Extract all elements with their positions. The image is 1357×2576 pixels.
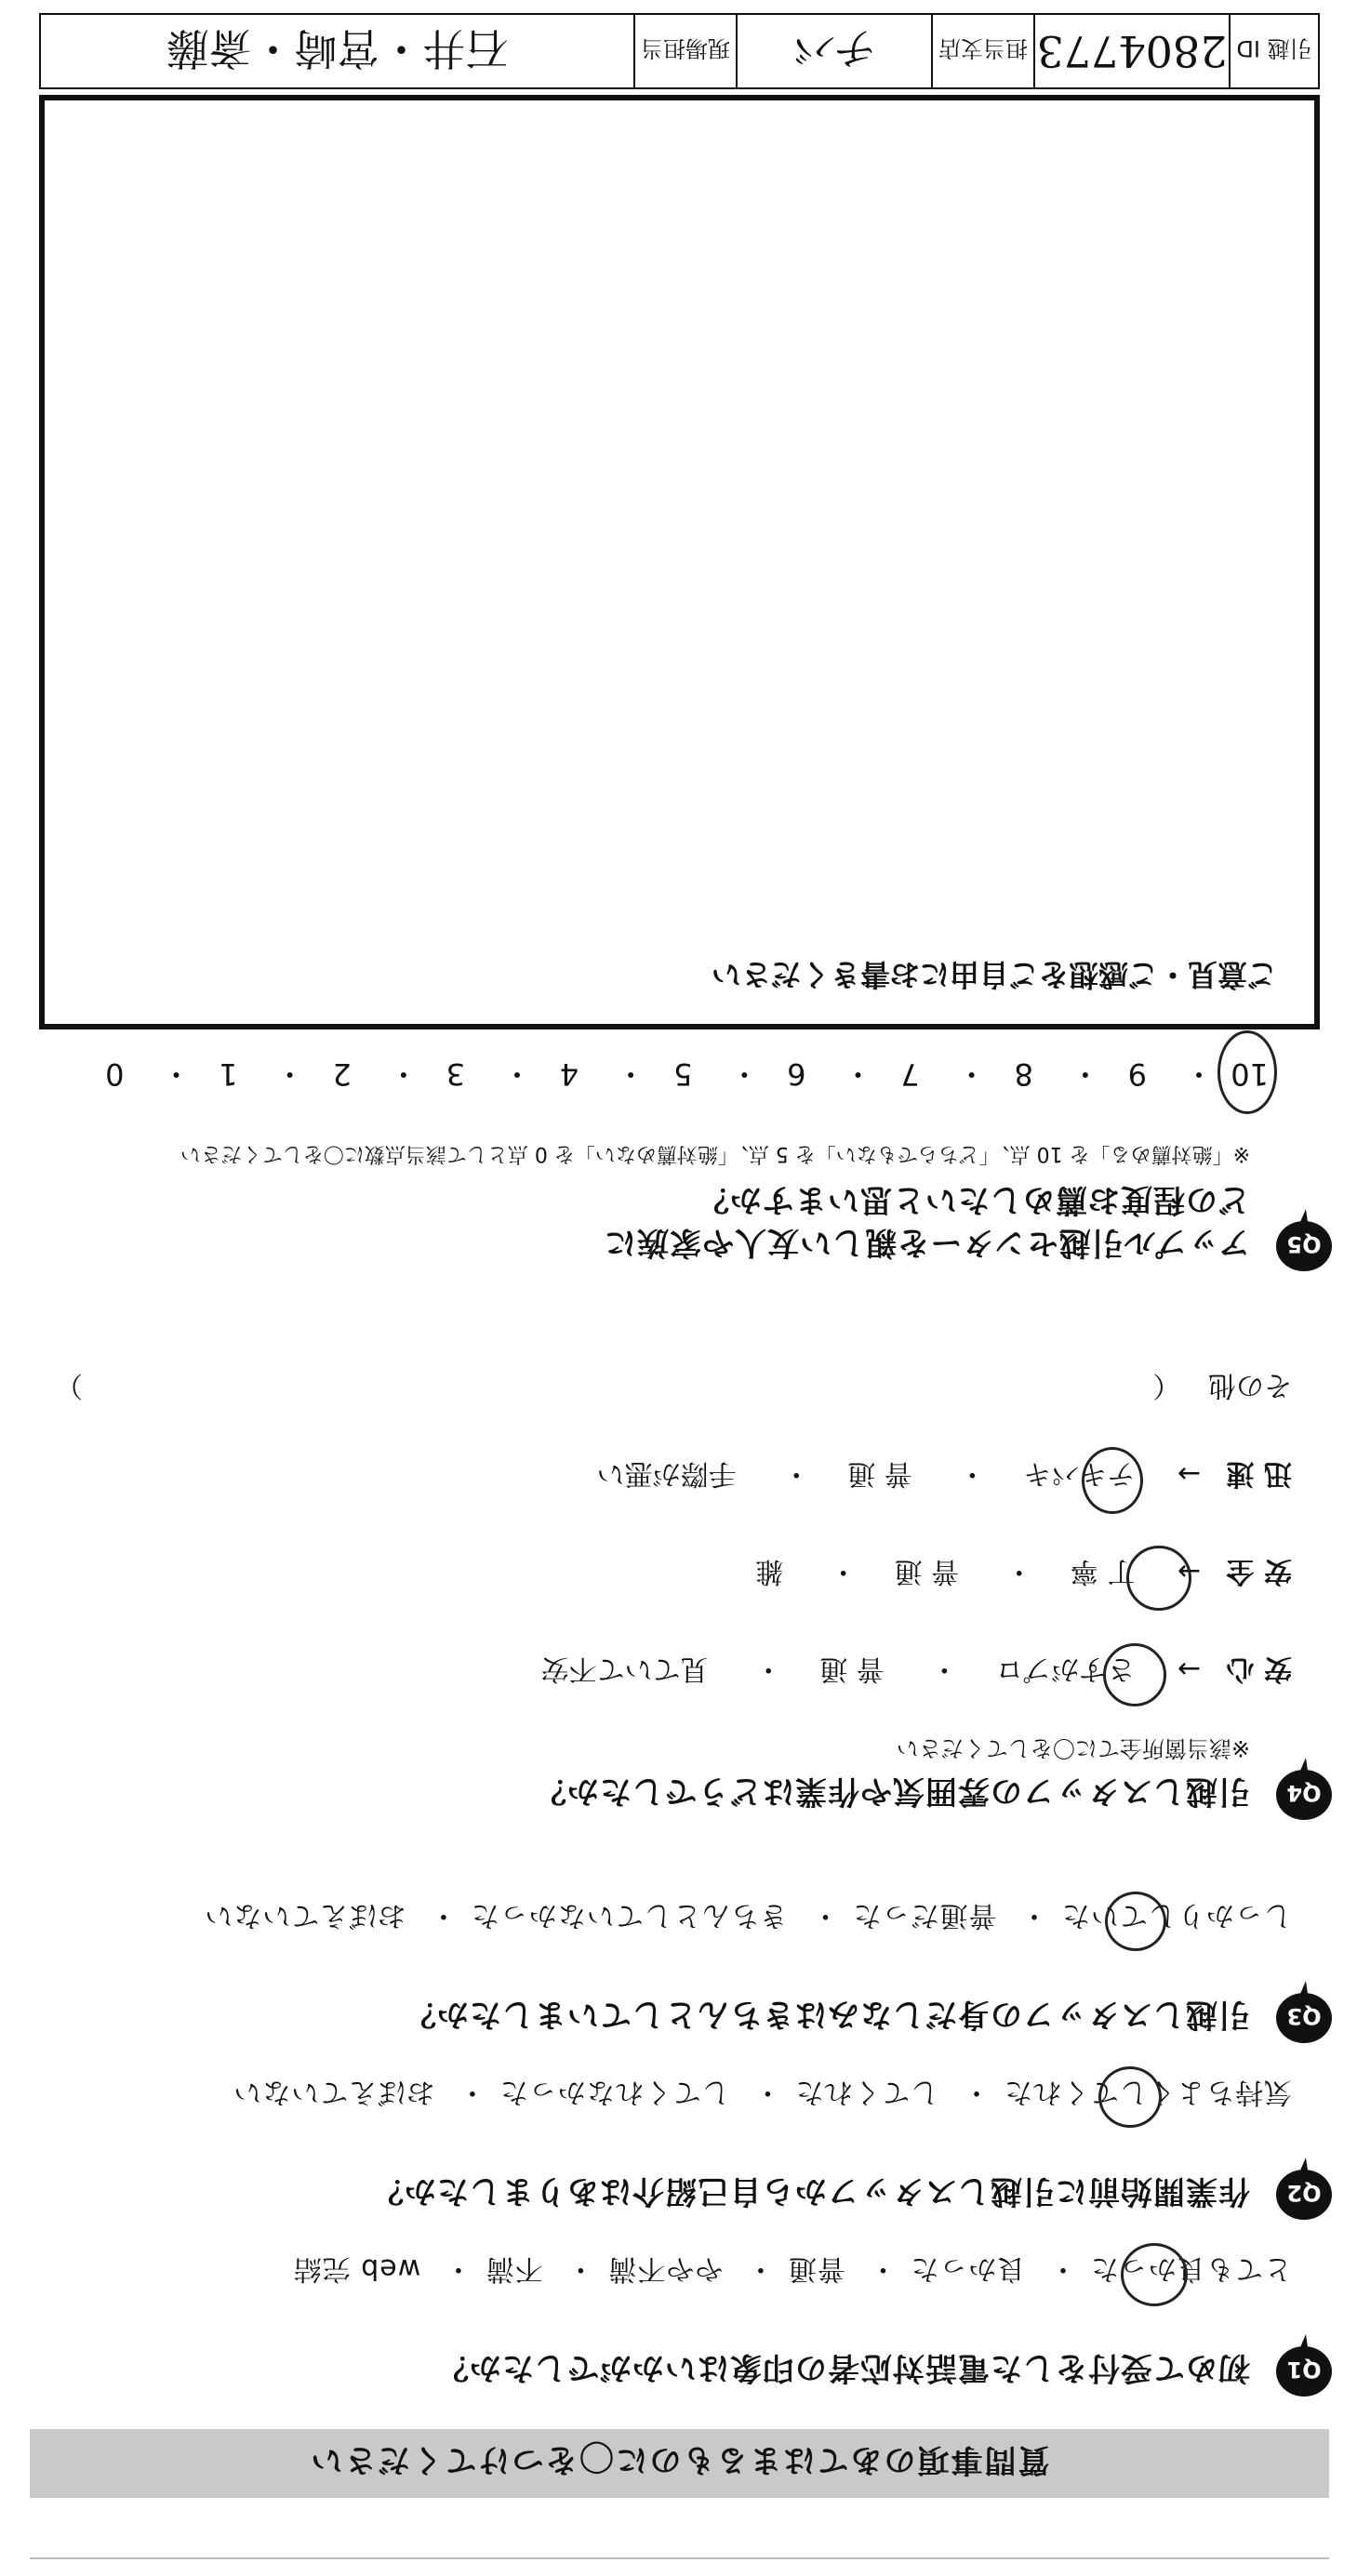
score-1[interactable]: 1: [219, 1056, 238, 1092]
q3-option-neat[interactable]: しっかりしていた: [1061, 1899, 1292, 1932]
q4-option-careful[interactable]: 丁 寧: [1070, 1555, 1136, 1587]
crew-value: 石井・宮崎・斎藤: [166, 23, 509, 73]
svg-text:Q3: Q3: [1286, 2003, 1322, 2029]
arrow-right-icon: →: [1177, 1555, 1201, 1587]
crew-label: 現場担当: [633, 15, 736, 87]
comment-box-label: ご意見・ご感想をご自由にお書きください: [711, 957, 1277, 992]
q4-other-open-paren: （: [1152, 1369, 1181, 1401]
svg-text:Q5: Q5: [1286, 1231, 1322, 1257]
q4-option-normal[interactable]: 普 通: [847, 1457, 912, 1490]
q3-badge-icon: [1274, 1977, 1334, 2046]
q3-option-normal[interactable]: 普通だった: [852, 1899, 997, 1932]
score-6[interactable]: 6: [787, 1056, 806, 1092]
move-id-value: 2804773: [1033, 15, 1229, 87]
q4-row-label: 安 心: [1226, 1653, 1292, 1685]
q5-score-scale: 10・ 9・ 8・ 7・ 6・ 5・ 4・ 3・ 2・ 1・ 0: [97, 1055, 1269, 1097]
score-9[interactable]: 9: [1127, 1056, 1148, 1092]
q3-option-dont-remember[interactable]: おぼえていない: [204, 1899, 406, 1932]
q4-option-pro[interactable]: さすがプロ: [995, 1653, 1136, 1685]
q1-handwritten-circle: [1121, 2243, 1188, 2306]
svg-text:Q4: Q4: [1286, 1780, 1322, 1806]
score-7[interactable]: 7: [900, 1056, 920, 1092]
q5-note: ※「絶対薦める」を 10 点、「どちらでもない」を 5 点、「絶対薦めない」を 0 点として該当点数に〇をしてください: [180, 1142, 1250, 1165]
q2-handwritten-circle: [1098, 2066, 1162, 2128]
branch-label: 担当支店: [931, 15, 1033, 87]
score-3[interactable]: 3: [446, 1056, 465, 1092]
q4-row-speed: 迅 速 → テキパキ・ 普 通・ 手際が悪い: [596, 1457, 1292, 1490]
svg-text:Q1: Q1: [1286, 2357, 1322, 2383]
q2-option-did[interactable]: してくれた: [794, 2076, 939, 2108]
comment-box[interactable]: [39, 95, 1320, 1029]
score-2[interactable]: 2: [332, 1056, 352, 1092]
q4-row1-handwritten-circle: [1103, 1643, 1166, 1706]
q2-options: 気持ちよくしてくれた・ してくれた・ してくれなかった・ おぼえていない: [233, 2076, 1292, 2108]
q2-badge-icon: [1274, 2154, 1334, 2223]
q3-options: しっかりしていた・ 普通だった・ きちんとしていなかった・ おぼえていない: [204, 1899, 1292, 1932]
q4-option-clumsy[interactable]: 手際が悪い: [596, 1457, 737, 1490]
q3-option-not-neat[interactable]: きちんとしていなかった: [470, 1899, 788, 1932]
q2-title: 作業開始前に引越しスタッフから自己紹介はありましたか？: [371, 2172, 1250, 2210]
id-table: [39, 13, 1320, 89]
branch-value: チバ: [736, 15, 931, 87]
q1-option-good[interactable]: 良かった: [910, 2252, 1026, 2285]
q4-row-label: 迅 速: [1226, 1457, 1292, 1490]
q1-options: とても良かった・ 良かった・ 普通・ やや不満・ 不満・ web 完結: [292, 2252, 1292, 2285]
q4-row-label: 安 全: [1226, 1555, 1292, 1587]
score-8[interactable]: 8: [1014, 1056, 1033, 1092]
q4-title: 引越しスタッフの雰囲気や作業はどうでしたか？: [534, 1773, 1250, 1810]
q4-other: [55, 1368, 1292, 1409]
arrow-right-icon: →: [1177, 1653, 1201, 1685]
score-10[interactable]: 10: [1231, 1056, 1269, 1092]
q4-other-label: その他: [1208, 1369, 1292, 1401]
instructions-banner: 質問事項のあてはまるものに◯をつけてください: [30, 2429, 1329, 2498]
q2-option-dont-remember[interactable]: おぼえていない: [233, 2076, 435, 2108]
q4-row2-handwritten-circle: [1126, 1546, 1191, 1611]
arrow-right-icon: →: [1177, 1457, 1201, 1490]
q5-badge-icon: [1274, 1205, 1334, 1274]
q4-row-reassurance: 安 心 → さすがプロ・ 普 通・ 見ていて不安: [540, 1653, 1292, 1685]
score-0[interactable]: 0: [105, 1056, 125, 1092]
q1-option-web[interactable]: web 完結: [292, 2252, 421, 2285]
q4-option-anxious[interactable]: 見ていて不安: [540, 1653, 709, 1685]
q4-option-brisk[interactable]: テキパキ: [1023, 1457, 1136, 1490]
svg-text:Q2: Q2: [1286, 2180, 1322, 2206]
score-5[interactable]: 5: [672, 1056, 693, 1092]
q4-row3-handwritten-circle: [1082, 1447, 1143, 1514]
q2-option-did-not[interactable]: してくれなかった: [499, 2076, 730, 2108]
q1-option-somewhat-dissatisfied[interactable]: やや不満: [607, 2252, 724, 2285]
q3-title: 引越しスタッフの身だしなみはきちんとしていましたか？: [404, 1996, 1250, 2033]
move-id-label: 引越 ID: [1229, 15, 1318, 87]
q4-other-close-paren: ）: [55, 1369, 83, 1401]
q1-option-dissatisfied[interactable]: 不満: [485, 2252, 543, 2285]
q4-badge-icon: [1274, 1754, 1334, 1823]
q5-title-line2: どの程度お薦めしたいと思いますか？: [697, 1181, 1250, 1218]
q4-row-safety: 安 全 → 丁 寧・ 普 通・ 雑: [755, 1555, 1292, 1587]
q5-title-line1: アップル引越センターを親しい友人や家族に: [604, 1224, 1250, 1261]
q4-option-normal[interactable]: 普 通: [819, 1653, 885, 1685]
q1-option-very-good[interactable]: とても良かった: [1090, 2252, 1292, 2285]
q1-badge-icon: [1274, 2330, 1334, 2399]
q4-note: ※該当箇所全てに〇をしてください: [896, 1735, 1250, 1761]
score-4[interactable]: 4: [559, 1056, 579, 1092]
top-edge-line: [30, 2557, 1329, 2559]
q2-option-pleasant[interactable]: 気持ちよくしてくれた: [1004, 2076, 1292, 2108]
q3-handwritten-circle: [1105, 1892, 1166, 1951]
q1-title: 初めて受付をした電話対応者の印象はいかがでしたか？: [436, 2349, 1250, 2386]
q4-option-normal[interactable]: 普 通: [894, 1555, 960, 1587]
q4-option-rough[interactable]: 雑: [755, 1555, 784, 1587]
q5-handwritten-circle: [1217, 1030, 1277, 1114]
q1-option-normal[interactable]: 普通: [787, 2252, 845, 2285]
